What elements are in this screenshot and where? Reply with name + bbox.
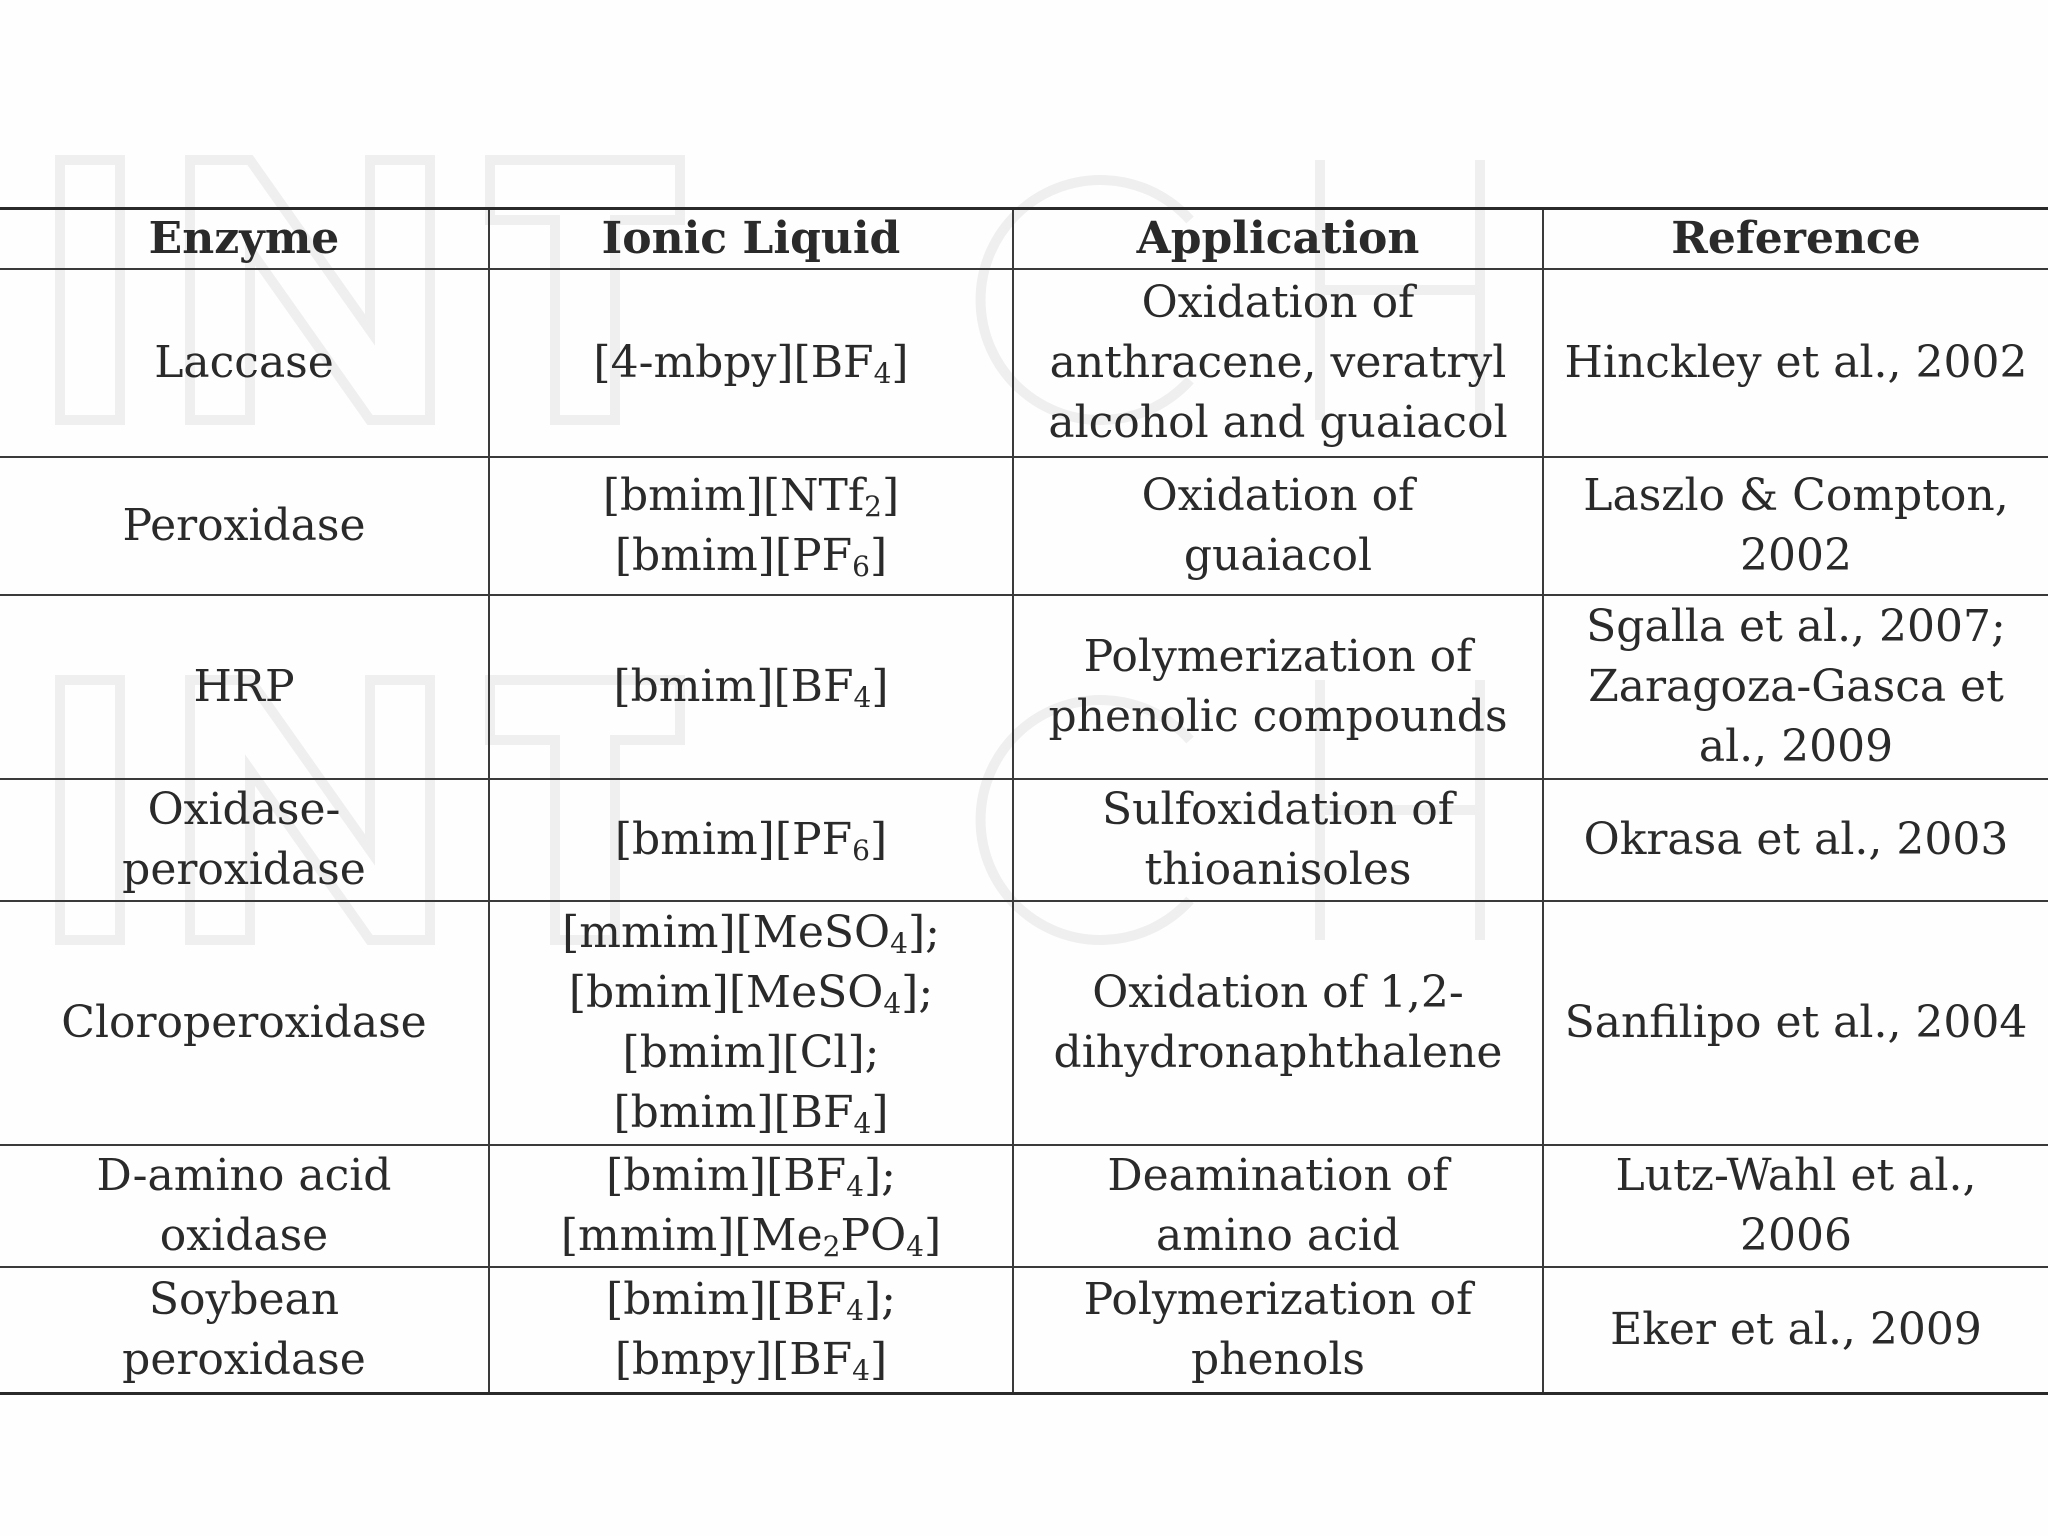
header-enzyme: Enzyme [0, 209, 489, 270]
header-ionic-liquid: Ionic Liquid [489, 209, 1013, 270]
application-cell [1013, 779, 1543, 901]
subscript: 4 [873, 357, 892, 390]
cell-line: Deamination of [1107, 1150, 1449, 1201]
cell-line [496, 1270, 1006, 1330]
table-row [0, 1145, 2048, 1267]
cell-line: Sulfoxidation of [1102, 784, 1454, 835]
cell-line: Oxidation of [1141, 470, 1415, 521]
ionic-liquid-cell [489, 1145, 1013, 1267]
ionic-liquid-cell [489, 901, 1013, 1145]
subscript: 2 [864, 490, 882, 523]
cell-line: Oxidation of [1141, 277, 1415, 328]
cell-line: Polymerization of [1083, 631, 1473, 682]
ionic-liquid-cell [489, 595, 1013, 779]
reference-cell [1543, 457, 2048, 595]
ionic-liquid-cell [489, 779, 1013, 901]
enzyme-cell [0, 1145, 489, 1267]
cell-line: Zaragoza-Gasca et [1588, 661, 2004, 712]
subscript: 4 [852, 1354, 870, 1387]
formula-text: ] [871, 1087, 889, 1138]
formula-text: [bmpy][BF [614, 1334, 853, 1385]
ionic-liquid-cell [489, 269, 1013, 457]
reference-cell [1543, 901, 2048, 1145]
formula-text: ]; [907, 907, 940, 958]
table-row [0, 779, 2048, 901]
formula-text: [mmim][Me [560, 1210, 823, 1261]
subscript: 4 [846, 1294, 864, 1327]
cell-line: peroxidase [122, 844, 366, 895]
enzyme-cell [0, 269, 489, 457]
cell-line [496, 1330, 1006, 1390]
cell-line: Hinckley et al., 2002 [1564, 337, 2028, 388]
formula-text: [bmim][NTf [602, 470, 865, 521]
header-row [0, 209, 2048, 270]
cell-line: Eker et al., 2009 [1610, 1304, 1982, 1355]
subscript: 4 [890, 927, 908, 960]
cell-line [496, 466, 1006, 526]
header-application: Application [1013, 209, 1543, 270]
application-cell [1013, 901, 1543, 1145]
cell-line [496, 903, 1006, 963]
formula-text: ] [891, 337, 909, 388]
subscript: 4 [883, 987, 902, 1020]
formula-text: [4-mbpy][BF [593, 337, 874, 388]
formula-text: [bmim][PF [614, 530, 853, 581]
cell-line: thioanisoles [1144, 844, 1412, 895]
cell-line: Cloroperoxidase [61, 997, 427, 1048]
enzyme-cell [0, 595, 489, 779]
cell-line [496, 810, 1006, 870]
cell-line: 2006 [1740, 1210, 1852, 1261]
reference-cell [1543, 1267, 2048, 1394]
formula-text: ] [881, 470, 900, 521]
formula-text: [bmim][PF [614, 814, 853, 865]
cell-line: anthracene, veratryl [1049, 337, 1507, 388]
cell-line: phenolic compounds [1048, 691, 1508, 742]
formula-text: ] [869, 1334, 888, 1385]
reference-cell [1543, 269, 2048, 457]
cell-line: D-amino acid [96, 1150, 392, 1201]
cell-line: Oxidase- [147, 784, 341, 835]
enzyme-cell [0, 901, 489, 1145]
cell-line: 2002 [1740, 530, 1852, 581]
application-cell [1013, 1267, 1543, 1394]
cell-line [496, 526, 1006, 586]
table-row [0, 595, 2048, 779]
formula-text: [bmim][BF [613, 1087, 854, 1138]
cell-line: amino acid [1156, 1210, 1400, 1261]
reference-cell [1543, 779, 2048, 901]
application-cell [1013, 595, 1543, 779]
formula-text: PO [840, 1210, 907, 1261]
cell-line: Laszlo & Compton, [1583, 470, 2009, 521]
reference-cell [1543, 1145, 2048, 1267]
subscript: 6 [852, 834, 870, 867]
cell-line: Peroxidase [122, 500, 366, 551]
table-row [0, 901, 2048, 1145]
subscript: 4 [846, 1170, 864, 1203]
header-reference: Reference [1543, 209, 2048, 270]
cell-line: Polymerization of [1083, 1274, 1473, 1325]
enzyme-cell [0, 1267, 489, 1394]
enzyme-cell [0, 457, 489, 595]
subscript: 2 [822, 1230, 841, 1263]
formula-text: ]; [863, 1274, 896, 1325]
cell-line: Sanfilipo et al., 2004 [1564, 997, 2028, 1048]
cell-line [496, 1083, 1006, 1143]
formula-text: ] [871, 661, 889, 712]
cell-line: oxidase [159, 1210, 329, 1261]
cell-line: dihydronaphthalene [1053, 1027, 1503, 1078]
cell-line: peroxidase [122, 1334, 366, 1385]
cell-line: Lutz-Wahl et al., [1615, 1150, 1977, 1201]
table-row [0, 269, 2048, 457]
subscript: 4 [906, 1230, 924, 1263]
cell-line: guaiacol [1183, 530, 1373, 581]
cell-line: Laccase [154, 337, 334, 388]
cell-line: HRP [193, 661, 295, 712]
application-cell [1013, 269, 1543, 457]
subscript: 4 [853, 681, 872, 714]
cell-line [496, 657, 1006, 717]
cell-line: Soybean [148, 1274, 340, 1325]
subscript: 6 [852, 550, 870, 583]
formula-text: [bmim][MeSO [568, 967, 884, 1018]
formula-text: ] [924, 1210, 942, 1261]
formula-text: [bmim][BF [606, 1274, 847, 1325]
formula-text: [bmim][BF [613, 661, 854, 712]
cell-line: alcohol and guaiacol [1048, 397, 1508, 448]
cell-line [496, 333, 1006, 393]
formula-text: [bmim][Cl]; [622, 1027, 880, 1078]
cell-line: Oxidation of 1,2- [1092, 967, 1464, 1018]
ionic-liquid-cell [489, 1267, 1013, 1394]
formula-text: ]; [863, 1150, 896, 1201]
cell-line: Okrasa et al., 2003 [1583, 814, 2009, 865]
formula-text: [mmim][MeSO [562, 907, 891, 958]
formula-text: [bmim][BF [606, 1150, 847, 1201]
cell-line [496, 1023, 1006, 1083]
cell-line [496, 963, 1006, 1023]
cell-line: al., 2009 [1698, 721, 1894, 772]
application-cell [1013, 457, 1543, 595]
formula-text: ] [869, 530, 888, 581]
ionic-liquid-cell [489, 457, 1013, 595]
formula-text: ]; [901, 967, 934, 1018]
cell-line: phenols [1190, 1334, 1366, 1385]
enzyme-cell [0, 779, 489, 901]
reference-cell [1543, 595, 2048, 779]
application-cell [1013, 1145, 1543, 1267]
subscript: 4 [853, 1107, 872, 1140]
cell-line [496, 1146, 1006, 1206]
enzyme-ionic-liquid-table [0, 207, 2048, 1395]
table-row [0, 457, 2048, 595]
cell-line [496, 1206, 1006, 1266]
formula-text: ] [869, 814, 888, 865]
cell-line: Sgalla et al., 2007; [1586, 601, 2006, 652]
table-row [0, 1267, 2048, 1394]
